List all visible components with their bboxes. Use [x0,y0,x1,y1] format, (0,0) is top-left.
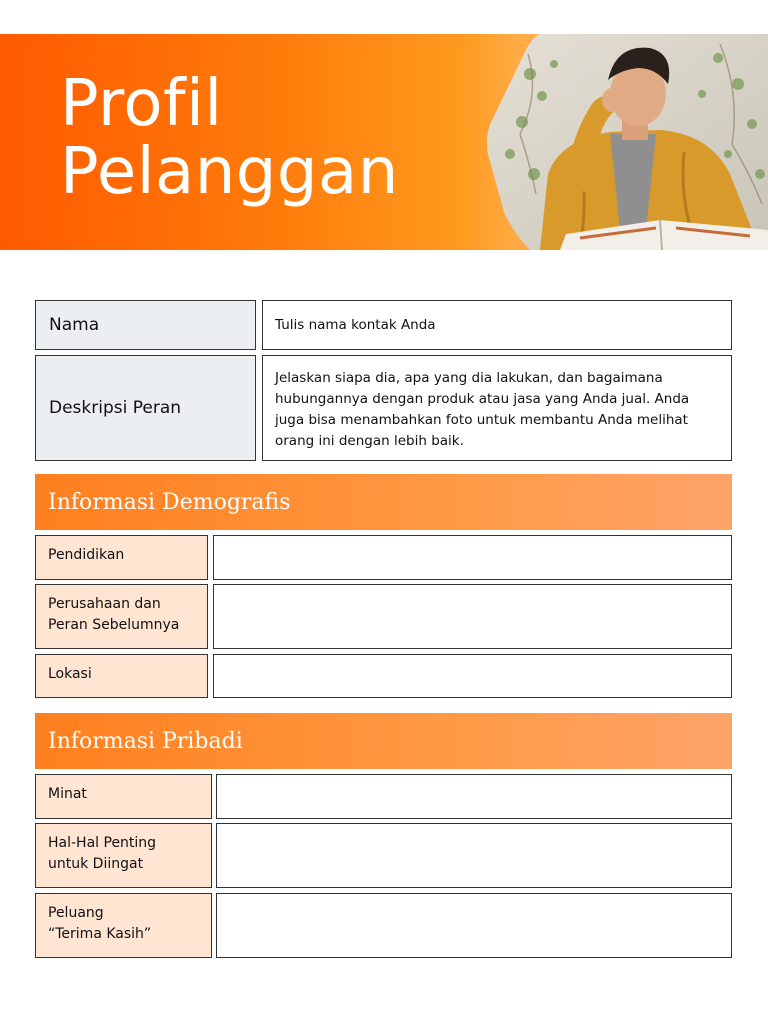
thank-you-opportunity-field[interactable] [216,893,732,958]
thank-you-opportunity-label [35,893,212,958]
page-title-line-1: Profil [60,67,223,141]
thank-you-opportunity-label-line-1: Peluang [48,905,104,921]
location-row [35,654,732,698]
name-field[interactable]: Tulis nama kontak Anda [262,300,732,350]
previous-company-role-label-line-2: Peran Sebelumnya [48,617,180,633]
header-banner [0,34,768,250]
person-reading-photo [470,34,768,250]
education-field[interactable] [213,535,732,580]
personal-heading: Informasi Pribadi [35,713,732,769]
location-label: Lokasi [35,654,208,698]
important-things-label-line-2: untuk Diingat [48,856,144,872]
name-row [35,300,732,350]
interests-field[interactable] [216,774,732,819]
role-description-label: Deskripsi Peran [35,355,256,461]
important-things-field[interactable] [216,823,732,888]
interests-row [35,774,732,819]
education-row [35,535,732,580]
page-title-line-2: Pelanggan [60,135,399,209]
previous-company-role-field[interactable] [213,584,732,649]
previous-company-role-label-line-1: Perusahaan dan [48,596,161,612]
location-field[interactable] [213,654,732,698]
important-things-row [35,823,732,888]
role-description-field[interactable]: Jelaskan siapa dia, apa yang dia lakukan, dan bagaimana hubungannya dengan produk atau jasa yang Anda jual. Anda juga bisa menambahkan foto untuk membantu Anda melihat orang ini dengan lebih baik. [262,355,732,461]
interests-label: Minat [35,774,212,819]
important-things-label [35,823,212,888]
demographics-heading: Informasi Demografis [35,474,732,530]
previous-company-role-label [35,584,208,649]
education-label: Pendidikan [35,535,208,580]
important-things-label-line-1: Hal-Hal Penting [48,835,157,851]
thank-you-opportunity-row [35,893,732,958]
role-description-row [35,355,732,461]
previous-company-role-row [35,584,732,649]
name-label: Nama [35,300,256,350]
thank-you-opportunity-label-line-2: “Terima Kasih” [48,926,152,942]
page-title [60,67,399,209]
